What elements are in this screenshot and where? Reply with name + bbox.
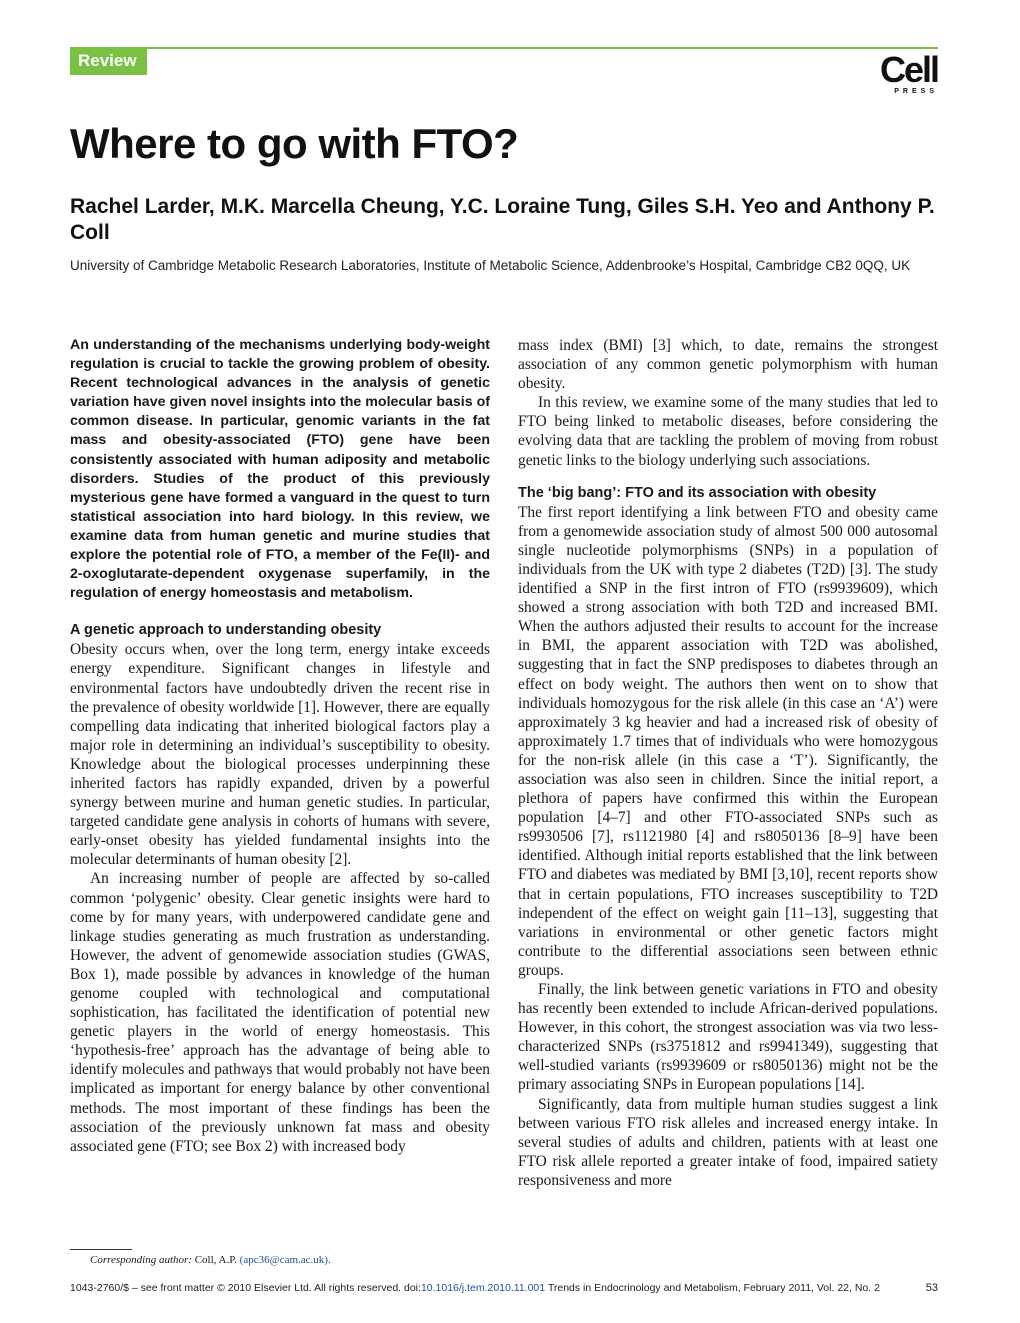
journal-citation: Trends in Endocrinology and Metabolism, February 2011, Vol. 22, No. 2 [547,1282,880,1294]
issn-copyright: 1043-2760/$ – see front matter © 2010 Elsevier Ltd. All rights reserved. doi: [70,1282,421,1294]
logo-subtext: PRESS [894,88,938,95]
body-paragraph: Significantly, data from multiple human studies suggest a link between various FTO risk alleles and increased energy intake. In several studies of adults and children, patients with at least one FTO risk allele reported a greater intake of food, impaired satiety responsiveness and more [518,1095,938,1189]
abstract: An understanding of the mechanisms underlying body-weight regulation is crucial to tackle the growing problem of obesity. Recent technological advances in the analysis of genetic variation have given novel insights into the molecular basis of common disease. In particular, genomic variants in the fat mass and obesity-associated (FTO) gene have been consistently associated with human adiposity and metabolic disorders. Studies of the product of this previously mysterious gene have formed a vanguard in the quest to turn statistical association into hard biology. In this review, we examine data from human genetic and murine studies that explore the potential role of FTO, a member of the Fe(II)- and 2-oxoglutarate-dependent oxygenase superfamily, in the regulation of energy homeostasis and metabolism. [70,337,490,602]
header-rule [70,47,938,49]
doi-link[interactable]: 10.1016/j.tem.2010.11.001 [420,1282,546,1294]
section-heading-genetic-approach: A genetic approach to understanding obesity [70,622,382,639]
page-footer [70,1282,938,1294]
section-tag: Review [70,49,147,75]
page-number: 53 [925,1282,938,1294]
body-paragraph: Finally, the link between genetic variations in FTO and obesity has recently been extended to include African-derived populations. However, in this cohort, the strongest association was via two less-characterized SNPs (rs3751812 and rs9941349), suggesting that well-studied variants (rs9939609 or rs8050136) might not be the primary associating SNPs in European populations [14]. [518,981,938,1094]
right-column [518,336,938,1190]
cell-press-logo [878,49,938,95]
footnote-name: Coll, A.P. [194,1254,237,1266]
author-email-link[interactable]: (apc36@cam.ac.uk). [239,1254,331,1266]
body-paragraph: mass index (BMI) [3] which, to date, remains the strongest association of any common genetic polymorphism with human obesity. [518,337,938,393]
left-column [70,336,490,1156]
footnote-label: Corresponding author: [90,1254,192,1266]
body-paragraph: The first report identifying a link between FTO and obesity came from a genomewide association study of almost 500 000 autosomal single nucleotide polymorphisms (SNPs) in a population of individuals from the UK with type 2 diabetes (T2D) [3]. The study identified a SNP in the first intron of FTO (rs9939609), which showed a strong association with both T2D and increased BMI. When the authors adjusted their results to account for the increase in BMI, the apparent association with T2D was abolished, suggesting that in fact the SNP predisposes to diabetes through an effect on body weight. The authors then went on to show that individuals homozygous for the risk allele (in this case an ‘A’) were approximately 3 kg heavier and had a increased risk of obesity of approximately 1.7 times that of individuals who were homozygous for the non-risk allele (in this case a ‘T’). Significantly, the association was also seen in children. Since the initial report, a plethora of papers have confirmed this within the European population [4–7] and other FTO-associated SNPs such as rs9930506 [7], rs1121980 [4] and rs8050136 [8–9] have been identified. Although initial reports established that the link between FTO and diabetes was mediated by BMI [3,10], recent reports show that in certain populations, FTO increases susceptibility to T2D independent of the effect on weight gain [11–13], suggesting that variations in environmental or other genetic factors might contribute to the differential associations seen between ethnic groups. [518,503,938,979]
review-header [70,47,938,75]
logo-text: Cell [879,49,938,90]
affiliation: University of Cambridge Metabolic Research Laboratories, Institute of Metabolic Science, Addenbrooke’s Hospital, Cambridge CB2 0QQ, UK [70,258,911,273]
section-heading-big-bang: The ‘big bang’: FTO and its association with obesity [518,484,877,501]
body-paragraph: An increasing number of people are affected by so-called common ‘polygenic’ obesity. Clear genetic insights were hard to come by for many years, with underpowered candidate gene and linkage studies generating as much frustration as understanding. However, the advent of genomewide association studies (GWAS, Box 1), made possible by advances in knowledge of the human genome coupled with technological and computational sophistication, has facilitated the identification of potential new genetic players in the world of energy homeostasis. This ‘hypothesis-free’ approach has the advantage of being able to identify molecules and pathways that would probably not have been implicated as important for energy balance by other conventional methods. The most important of these findings has been the association of the previously unknown fat mass and obesity associated gene (FTO; see Box 2) with increased body [70,870,490,1155]
footnote [90,1254,331,1266]
body-paragraph: Obesity occurs when, over the long term, energy intake exceeds energy expenditure. Significant changes in lifestyle and environmental factors have undoubtedly driven the recent rise in the prevalence of obesity worldwide [1]. However, there are equally compelling data indicating that inherited biological factors play a major role in determining an individual’s susceptibility to obesity. Knowledge about the biological processes underpinning these inherited factors has rapidly expanded, driven by a powerful synergy between murine and human genetic studies. In particular, targeted candidate gene analysis in cohorts of humans with severe, early-onset obesity has yielded fundamental insights into the molecular determinants of human obesity [2]. [70,641,490,869]
body-paragraph: In this review, we examine some of the many studies that led to FTO being linked to metabolic diseases, before considering the evolving data that are tackling the problem of moving from robust genetic links to the biology underlying such associations. [518,394,938,469]
footnote-rule [70,1249,132,1250]
author-list: Rachel Larder, M.K. Marcella Cheung, Y.C. Loraine Tung, Giles S.H. Yeo and Anthony P. Coll [70,195,935,244]
article-title: Where to go with FTO? [70,120,519,167]
